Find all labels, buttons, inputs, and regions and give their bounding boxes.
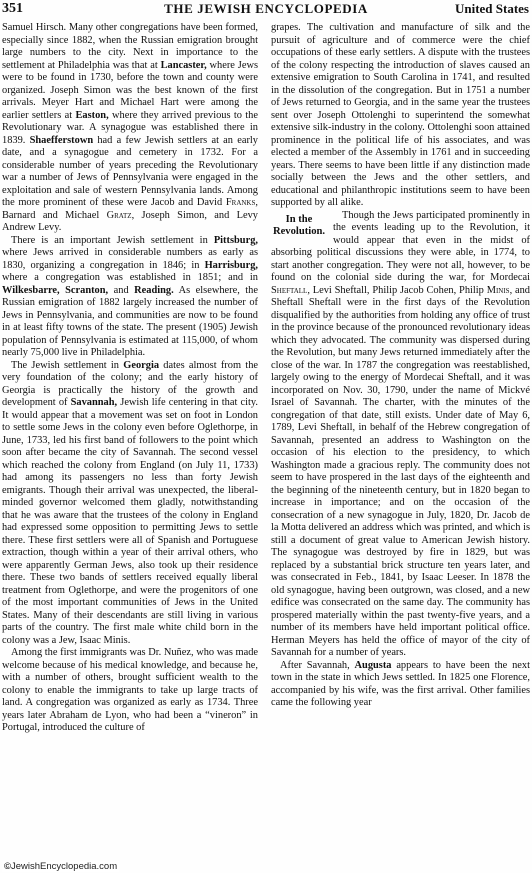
paragraph	[2, 360, 258, 648]
running-title: THE JEWISH ENCYCLOPEDIA	[164, 1, 368, 16]
text-run: There is an important Jewish settlement in	[11, 234, 214, 246]
section-title: United States	[454, 1, 529, 16]
text-run: where Jews were to be found in 1730, before the town and county were organized. Joseph Simon was the best known of the first arrivals. Meyer Hart and Michael Hart were among the earlier settlers at	[2, 59, 258, 121]
text-run: where a congregation was established in 1851; and in	[2, 272, 258, 283]
place-name: Wilkesbarre, Scranton,	[2, 284, 109, 296]
place-name: Augusta	[354, 659, 392, 671]
cross-reference-link[interactable]: Sheftall	[271, 284, 308, 296]
text-run: Among the first immigrants was Dr. Nuñez, who was made welcome because of his medical knowledge, and because he, with a number of others, brought sufficient wealth to the colony to enable the immigrants to take up large tracts of land. A congregation was organized as early as 1734. Three years later Abraham de Lyon, who had been a “vineron” in Portugal, introduced the culture of	[2, 647, 258, 733]
place-name: Shaefferstown	[29, 134, 94, 146]
place-name: Lancaster,	[160, 59, 207, 71]
copyright-symbol: ©	[4, 861, 11, 872]
text-run: , Joseph Simon, and Levy Andrew Levy.	[2, 209, 258, 233]
paragraph	[2, 235, 258, 360]
text-run: where Jews arrived in considerable numbers as early as 1830, organizing a congregation in 1846; in	[2, 247, 258, 271]
text-run: Samuel Hirsch. Many other congregations have been formed, especially since 1882, when the Russian emigration brought large numbers to the city. Next in importance to the settlement at Philadelphia was that at	[2, 22, 258, 71]
text-run: , Barnard and Michael	[2, 197, 258, 221]
cross-reference-link[interactable]: Gratz	[106, 209, 132, 221]
text-run: and	[108, 284, 135, 296]
cross-reference-link[interactable]: Franks	[225, 197, 256, 208]
page-header	[0, 0, 532, 18]
page-number: 351	[2, 1, 23, 16]
right-column-top	[271, 22, 530, 210]
text-run: dates almost from the very foundation of the colony; and the early history of Georgia is practically the history of the growth and development of	[2, 359, 258, 408]
site-watermark[interactable]	[2, 861, 119, 872]
place-name: Reading.	[134, 284, 174, 296]
paragraph	[271, 210, 530, 660]
side-heading: In the Revolution.	[272, 213, 326, 237]
text-run: , and Sheftall Sheftall were in the first days of the Revolution disqualified by the authorities from holding any office of trust in the province because of the pronounced revolutionary ideas which they advocated. The community was dispersed during the Revolution, but many Jews returned immediately after the close of the war. In 1787 the congregation was reestablished, largely owing to the energy of Mordecai Sheftall, and it was incorporated on Nov. 30, 1790, under the name of Mickvé Israel of Savannah. The charter, with the minutes of the congregation of that date, still exists. Under date of May 6, 1789, Levi Sheftall, in behalf of the Hebrew congregation of Savannah, presented an address to Washington on the occasion of his election to the presidency, to which Washington made a gracious reply. The community does not seem to have prospered in the last days of the eighteenth and the beginning of the nineteenth century, but in 1820 began to increase in importance; and on the occasion of the consecration of a new synagogue in July, 1820, Dr. Jacob de la Motta delivered an address which was printed, and which is still a document of great value to American Jewish history. The synagogue was destroyed by fire in 1829, but was replaced by a substantial brick structure ten years later, and was consecrated in Feb., 1841, by Isaac Leeser. In 1878 the old synagogue, having been outgrown, was closed, and a new edifice was consecrated on the same day. The community has prospered materially within the past twenty-five years, and a number of its members have held important political office. Herman Meyers has held the office of mayor of the city of Savannah for a number of years.	[271, 284, 530, 658]
watermark-text: JewishEncyclopedia.com	[11, 861, 118, 872]
place-name: Harrisburg,	[204, 259, 258, 271]
text-run: Though the Jews participated prominently in the events leading up to the Revolution, it would appear that even in the midst of absorbing political discussions they were able, in 1774, to start another congregation. They were not all, however, to be found on the colonial side during the war, for Mordecai	[271, 209, 530, 283]
right-column-bottom	[271, 210, 530, 710]
text-run: , Levi Sheftall, Philip Jacob Cohen, Philip	[307, 284, 487, 296]
text-run: where they arrived previous to the Revolutionary war. A synagogue was established there in 1839.	[2, 109, 258, 146]
text-run: As elsewhere, the Russian emigration of 1882 largely increased the number of Jews in Pennsylvania, and communities are now to be found in at least fifty towns of the state. The present (1905) Jewish population of Pennsylvania is estimated at 115,000, of whom nearly 75,000 live in Philadelphia.	[2, 284, 258, 358]
text-run: appears to have been the next town in the state in which Jews settled. In 1825 one Florence, accompanied by his wife, was the first arrival. Other families came the following year	[271, 659, 530, 708]
place-name: Savannah,	[70, 397, 118, 408]
left-column	[2, 22, 258, 870]
right-column	[271, 22, 530, 870]
place-name: Easton,	[75, 109, 109, 121]
text-run: had a few Jewish settlers at an early date, and a synagogue and cemetery in 1732. For a considerable number of years preceding the Revolutionary war a number of Jews of Pennsylvania were engaged in the exploitation and sale of western Pennsylvania lands. Among the more prominent of these were Jacob and David	[2, 134, 258, 208]
text-run: The Jewish settlement in	[11, 359, 124, 371]
text-run: grapes. The cultivation and manufacture of silk and the pursuit of agriculture and of commerce were the chief occupations of these early settlers. A dispute with the trustees of the colony respecting the introduction of slaves caused an extensive emigration to South Carolina in 1741, and resulted in the dissolution of the congregation. But in 1751 a number of Jews returned to Georgia, and in the same year the trustees sent over Joseph Ottolenghi to superintend the somewhat extensive silk-industry in the colony. Ottolenghi soon attained prominence in the political life of his associates, and was elected a member of the Assembly in 1761 and in succeeding years. There seems to have been little if any distinction made socially between the Jews and the other settlers, and educational and philanthropic institutions seem to have been supported by all alike.	[271, 22, 530, 208]
cross-reference-link[interactable]: Minis	[486, 284, 510, 296]
place-name: Georgia	[123, 359, 160, 371]
paragraph	[271, 660, 530, 710]
place-name: Pittsburg,	[213, 234, 258, 246]
paragraph	[2, 22, 258, 235]
paragraph	[271, 22, 530, 210]
text-run: After Savannah,	[280, 659, 355, 671]
text-run: Jewish life centering in that city. It would appear that a movement was set on foot in London to settle some Jews in the colony even before Oglethorpe, in June, 1733, led his first band of followers to the point which soon after became the city of Savannah. The second vessel which reached the colony from England (on July 11, 1733) had among its passengers no less than forty Jewish emigrants. Though their arrival was unexpected, the liberal-minded governor welcomed them gladly, notwithstanding that he was aware that the trustees of the colony in England had expressed some opposition to permitting Jews to settle there. These first settlers were all of Spanish and Portuguese extraction, though within a year of their arrival others, who were apparently German Jews, also took up their residence there. These two bands of settlers received equally liberal treatment from Oglethorpe, and were the progenitors of one of the most important communities of Jews in the United States. Many of their descendants are still living in various parts of the country. The first male white child born in the colony was a Jew, Isaac Minis.	[2, 397, 258, 646]
paragraph	[2, 647, 258, 735]
